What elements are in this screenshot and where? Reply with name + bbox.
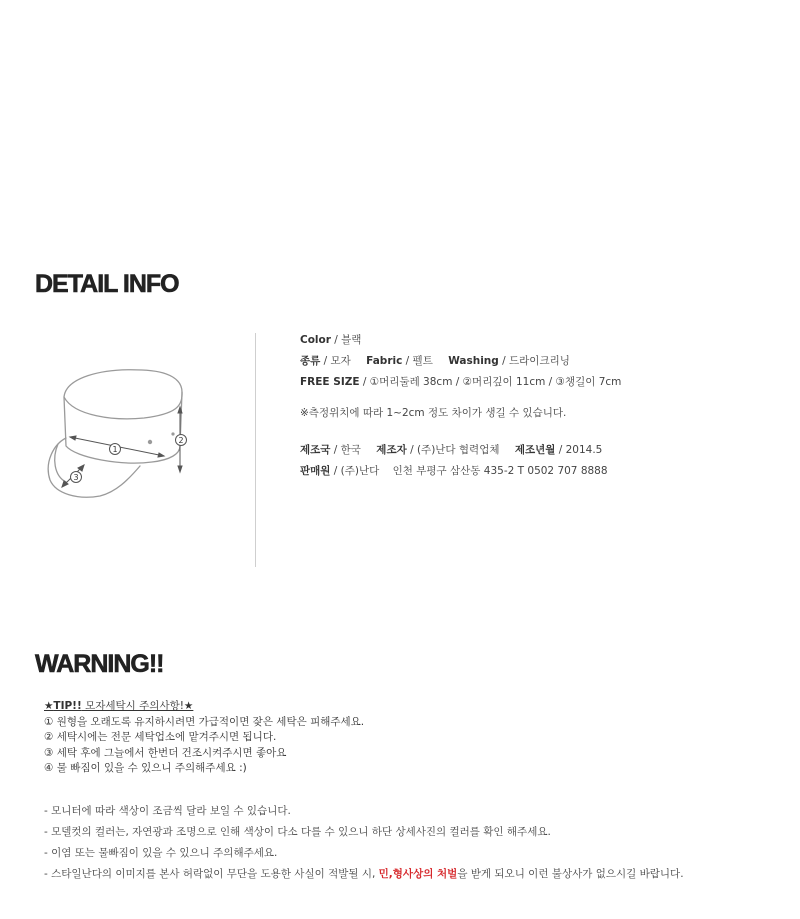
notice-item: - 모델컷의 컬러는, 자연광과 조명으로 인해 색상이 다소 다를 수 있으니 하단 상세사진의 컬러를 확인 해주세요.: [44, 826, 551, 838]
material-row: 종류 / 모자 Fabric / 펠트 Washing / 드라이크리닝: [300, 355, 570, 367]
country-label: 제조국: [300, 444, 331, 456]
tip-word: TIP!!: [53, 700, 82, 712]
hat-measurement-diagram: [40, 362, 200, 502]
notice-copyright-after: 을 받게 되오니 이런 불상사가 없으시길 바랍니다.: [457, 868, 684, 880]
date-label: 제조년월: [514, 444, 556, 456]
marker-3-label: 3: [73, 473, 79, 482]
tip-item: ① 원형을 오래도록 유지하시려면 가급적이면 잦은 세탁은 피해주세요.: [44, 715, 365, 728]
marker-2-label: 2: [178, 436, 184, 445]
measure-note: ※측정위치에 따라 1~2cm 정도 차이가 생길 수 있습니다.: [300, 407, 567, 419]
notice-list: [44, 801, 684, 885]
marker-3: [71, 472, 82, 483]
warning-heading: WARNING!!: [35, 650, 164, 678]
fabric-label: Fabric: [366, 355, 403, 367]
type-label: 종류: [300, 355, 321, 367]
hat-button: [148, 440, 152, 444]
tip-item: ③ 세탁 후에 그늘에서 한번더 건조시켜주시면 좋아요: [44, 746, 287, 759]
maker-value: (주)난다 협력업체: [416, 444, 500, 456]
maker-rows: [300, 440, 621, 482]
size-value: ①머리둘레 38cm / ②머리깊이 11cm / ③챙길이 7cm: [369, 376, 622, 388]
fabric-value: 펠트: [412, 355, 433, 367]
tip-title: [44, 699, 364, 715]
tip-prefix: ★: [44, 700, 54, 712]
detail-info-heading: DETAIL INFO: [35, 270, 179, 298]
marker-2: [176, 435, 187, 446]
tip-item: ④ 물 빠짐이 있을 수 있으니 주의해주세요 :): [44, 762, 247, 774]
spec-block: [300, 330, 621, 482]
hat-pin: [171, 432, 174, 435]
notice-item-copyright: [44, 864, 684, 885]
hat-brim-inner: [55, 444, 66, 482]
color-row: Color / 블랙: [300, 334, 362, 346]
type-value: 모자: [330, 355, 351, 367]
maker-row: 제조국 / 한국 제조자 / (주)난다 협력업체 제조년월 / 2014.5: [300, 444, 603, 456]
hat-crown-side: [64, 392, 182, 463]
notice-copyright-before: - 스타일난다의 이미지를 본사 허락없이 무단을 도용한 사실이 적발될 시,: [44, 868, 379, 880]
maker-label: 제조자: [376, 444, 407, 456]
vertical-divider: [255, 333, 256, 567]
color-value: 블랙: [341, 334, 362, 346]
size-row: FREE SIZE / ①머리둘레 38cm / ②머리깊이 11cm / ③챙길이 7cm: [300, 376, 622, 388]
seller-row: 판매원 / (주)난다 인천 부평구 삼산동 435-2 T 0502 707 8888: [300, 465, 608, 477]
notice-item: - 이염 또는 물빠짐이 있을 수 있으니 주의해주세요.: [44, 847, 278, 859]
marker-1-label: 1: [112, 445, 118, 454]
notice-copyright-penalty: 민,형사상의 처벌: [378, 868, 458, 880]
date-value: 2014.5: [565, 444, 603, 456]
color-label: Color: [300, 334, 331, 346]
marker-1: [110, 444, 121, 455]
size-label: FREE SIZE: [300, 376, 360, 388]
country-value: 한국: [340, 444, 361, 456]
tip-block: [44, 699, 364, 777]
hat-crown-top: [64, 370, 182, 419]
hat-brim: [48, 438, 140, 497]
washing-label: Washing: [448, 355, 499, 367]
notice-item: - 모니터에 따라 색상이 조금씩 달라 보일 수 있습니다.: [44, 805, 291, 817]
seller-label: 판매원: [300, 465, 331, 477]
tip-item: ② 세탁시에는 전문 세탁업소에 맡겨주시면 됩니다.: [44, 731, 277, 743]
washing-value: 드라이크리닝: [509, 355, 570, 367]
seller-value: (주)난다 인천 부평구 삼산동 435-2 T 0502 707 8888: [340, 465, 608, 477]
tip-rest: 모자세탁시 주의사항!★: [81, 700, 194, 712]
